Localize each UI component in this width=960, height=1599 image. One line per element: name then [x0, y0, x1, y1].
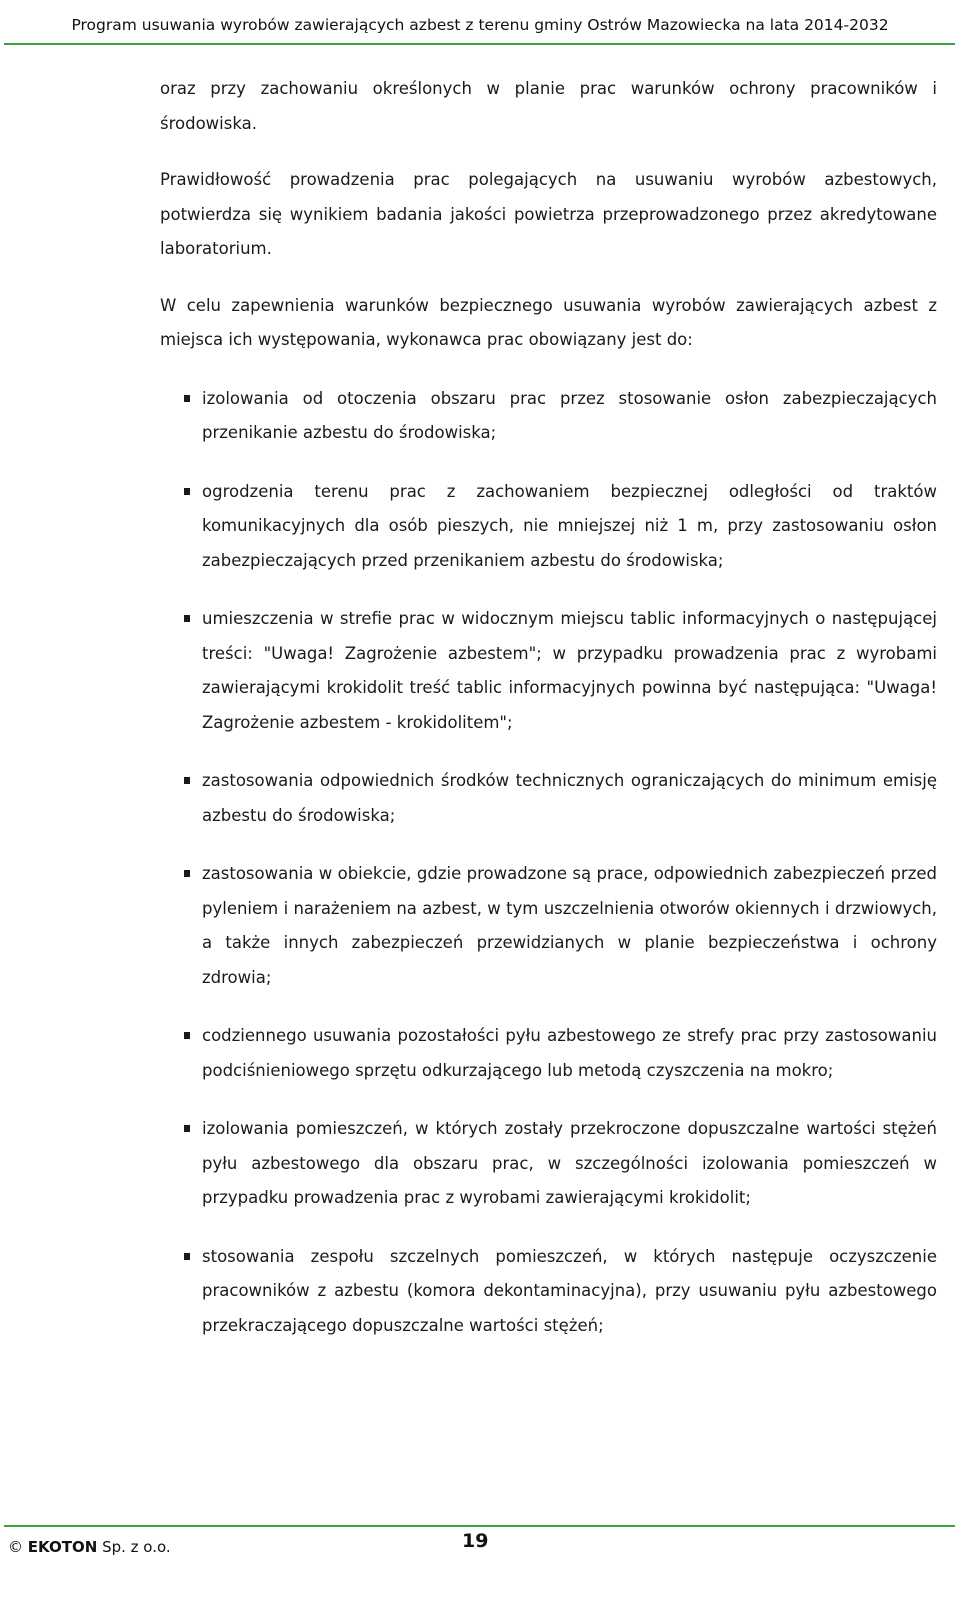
square-bullet-icon [184, 870, 190, 877]
paragraph-2: Prawidłowość prowadzenia prac polegających na usuwaniu wyrobów azbestowych, potwierdza się wynikiem badania jakości powietrza przeprowadzonego przez akredytowane laboratorium. [160, 170, 937, 258]
list-item-text: izolowania pomieszczeń, w których zostały przekroczone dopuszczalne wartości stężeń pyłu azbestowego dla obszaru prac, w szczególności izolowania pomieszczeń w przypadku prowadzenia prac z wyrobami zawierającymi krokidolit; [202, 1119, 937, 1207]
square-bullet-icon [184, 1032, 190, 1039]
list-item-text: zastosowania odpowiednich środków technicznych ograniczających do minimum emisję azbestu do środowiska; [202, 771, 937, 825]
footer-divider [4, 1525, 955, 1527]
square-bullet-icon [184, 395, 190, 402]
list-item [160, 1240, 937, 1344]
list-item [160, 382, 937, 451]
list-item [160, 475, 937, 579]
list-item [160, 1112, 937, 1216]
list-item [160, 764, 937, 833]
footer-brand [8, 1538, 171, 1556]
list-item [160, 602, 937, 740]
square-bullet-icon [184, 777, 190, 784]
square-bullet-icon [184, 488, 190, 495]
document-body [160, 72, 937, 1343]
list-item-text: izolowania od otoczenia obszaru prac przez stosowanie osłon zabezpieczających przenikanie azbestu do środowiska; [202, 388, 937, 442]
list-item-text: ogrodzenia terenu prac z zachowaniem bezpiecznej odległości od traktów komunikacyjnych dla osób pieszych, nie mniejszej niż 1 m, przy zastosowaniu osłon zabezpieczających przed przenikaniem azbestu do środowiska; [202, 481, 937, 570]
page-header [0, 0, 960, 46]
header-title: Program usuwania wyrobów zawierających azbest z terenu gminy Ostrów Mazowiecka na lata 2014-2032 [71, 16, 889, 34]
header-divider [4, 43, 955, 45]
list-item [160, 1019, 937, 1088]
list-item-text: codziennego usuwania pozostałości pyłu azbestowego ze strefy prac przy zastosowaniu podciśnieniowego sprzętu odkurzającego lub metodą czyszczenia na mokro; [202, 1026, 937, 1080]
list-item-text: stosowania zespołu szczelnych pomieszczeń, w których następuje oczyszczenie pracowników z azbestu (komora dekontaminacyjna), przy usuwaniu pyłu azbestowego przekraczającego dopuszczalne wartości stężeń; [202, 1246, 937, 1335]
list-item-text: umieszczenia w strefie prac w widocznym miejscu tablic informacyjnych o następującej treści: "Uwaga! Zagrożenie azbestem"; w przypadku prowadzenia prac z wyrobami zawierającymi krokidolit treść tablic informacyjnych powinna być następująca: "Uwaga! Zagrożenie azbestem - krokidolitem"; [202, 609, 937, 732]
copyright-symbol: © [8, 1538, 23, 1556]
company-name: EKOTON [27, 1538, 98, 1556]
list-item [160, 857, 937, 995]
list-item-text: zastosowania w obiekcie, gdzie prowadzone są prace, odpowiednich zabezpieczeń przed pyleniem i narażeniem na azbest, w tym uszczelnienia otworów okiennych i drzwiowych, a także innych zabezpieczeń przewidzianych w planie bezpieczeństwa i ochrony zdrowia; [202, 864, 937, 987]
square-bullet-icon [184, 615, 190, 622]
paragraph-3: W celu zapewnienia warunków bezpiecznego usuwania wyrobów zawierających azbest z miejsca ich występowania, wykonawca prac obowiązany jest do: [160, 295, 937, 349]
page-number: 19 [462, 1530, 489, 1552]
square-bullet-icon [184, 1125, 190, 1132]
paragraph-1: oraz przy zachowaniu określonych w planie prac warunków ochrony pracowników i środowiska. [160, 79, 937, 133]
square-bullet-icon [184, 1253, 190, 1260]
company-suffix: Sp. z o.o. [102, 1538, 171, 1556]
obligations-list [160, 382, 937, 1344]
